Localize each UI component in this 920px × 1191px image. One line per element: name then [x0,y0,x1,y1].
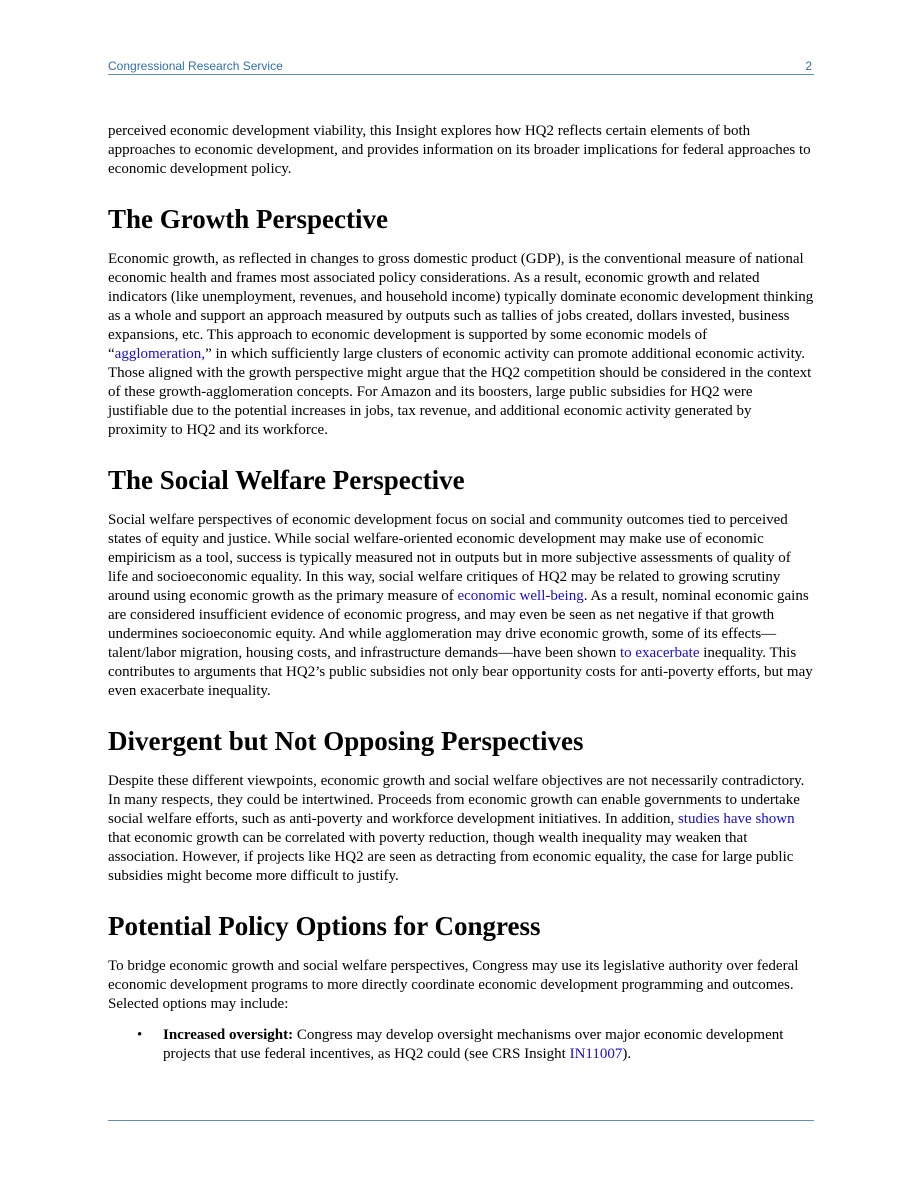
agglomeration-link[interactable]: agglomeration, [114,346,206,362]
heading-social-welfare-perspective: The Social Welfare Perspective [108,465,465,495]
bullet-icon: • [137,1027,143,1043]
studies-have-shown-link[interactable]: studies have shown [677,811,795,827]
running-header [108,57,814,75]
intro-paragraph: perceived economic development viability, this Insight explores how HQ2 reflects certain elements of both approaches to economic development, and provides information on its broader implications for federal approaches to economic development policy. [108,123,811,177]
divergent-paragraph [108,772,814,886]
social-text-3: inequality. This contributes to arguments that HQ2’s public subsidies not only bear opportunity costs for anti-poverty efforts, but may even exacerbate inequality. [108,645,813,699]
bullet-label: Increased oversight: [163,1027,294,1043]
list-item [108,1026,814,1064]
bullet-text: Congress may develop oversight mechanisms over major economic development projects that use federal incentives, as HQ2 could (see CRS Insight [163,1027,784,1062]
growth-text-2: ” in which sufficiently large clusters of economic activity can promote additional economic activity. Those aligned with the growth perspective might argue that the HQ2 competition should be considered in the context of these growth-agglomeration concepts. For Amazon and its boosters, large public subsidies for HQ2 were justifiable due to the potential increases in jobs, tax revenue, and additional economic activity generated by proximity to HQ2 and its workforce. [108,346,812,438]
social-text-1: Social welfare perspectives of economic development focus on social and community outcomes tied to perceived states of equity and justice. While social welfare-oriented economic development may make use of economic empiricism as a tool, success is typically measured not in outputs but in more subjective assessments of quality of life and socioeconomic equality. In this way, social welfare critiques of HQ2 may be related to growing scrutiny around using economic growth as the primary measure of [108,512,791,604]
social-paragraph [108,511,814,701]
divergent-text-1: Despite these different viewpoints, economic growth and social welfare objectives are not necessarily contradictory. In many respects, they could be intertwined. Proceeds from economic growth can enable governments to undertake social welfare efforts, such as anti-poverty and workforce development initiatives. In addition, [108,773,805,827]
heading-divergent-perspectives: Divergent but Not Opposing Perspectives [108,726,584,756]
policy-paragraph: To bridge economic growth and social welfare perspectives, Congress may use its legislative authority over federal economic development programs to more directly coordinate economic development programming and outcomes. Selected options may include: [108,958,799,1012]
growth-text-1: Economic growth, as reflected in changes to gross domestic product (GDP), is the conventional measure of national economic health and frames most associated policy considerations. As a result, economic growth and related indicators (like unemployment, revenues, and household income) typically dominate economic development thinking as a whole and support an approach measured by outputs such as tallies of jobs created, dollars invested, business expansions, etc. This approach to economic development is supported by some economic models of “ [108,251,814,362]
in11007-link[interactable]: IN11007 [569,1046,623,1062]
document-body [108,122,814,1064]
social-text-2: . As a result, nominal economic gains are considered insufficient evidence of economic progress, and may even be seen as net negative if that growth undermines socioeconomic equity. And while agglomeration may drive economic growth, some of its effects—talent/labor migration, housing costs, and infrastructure demands—have been shown [108,588,809,661]
policy-options-list [108,1026,814,1064]
page-number: 2 [805,59,812,73]
to-exacerbate-link[interactable]: to exacerbate [619,645,700,661]
heading-policy-options: Potential Policy Options for Congress [108,911,541,941]
footer-rule [108,1120,814,1121]
divergent-text-2: that economic growth can be correlated with poverty reduction, though wealth inequality may weaken that association. However, if projects like HQ2 are seen as detracting from economic equality, the case for large public subsidies might become more difficult to justify. [108,830,794,884]
heading-growth-perspective: The Growth Perspective [108,204,388,234]
economic-well-being-link[interactable]: economic well-being [457,588,584,604]
growth-paragraph [108,250,814,440]
bullet-end: ). [622,1046,632,1062]
header-title: Congressional Research Service [108,59,283,73]
